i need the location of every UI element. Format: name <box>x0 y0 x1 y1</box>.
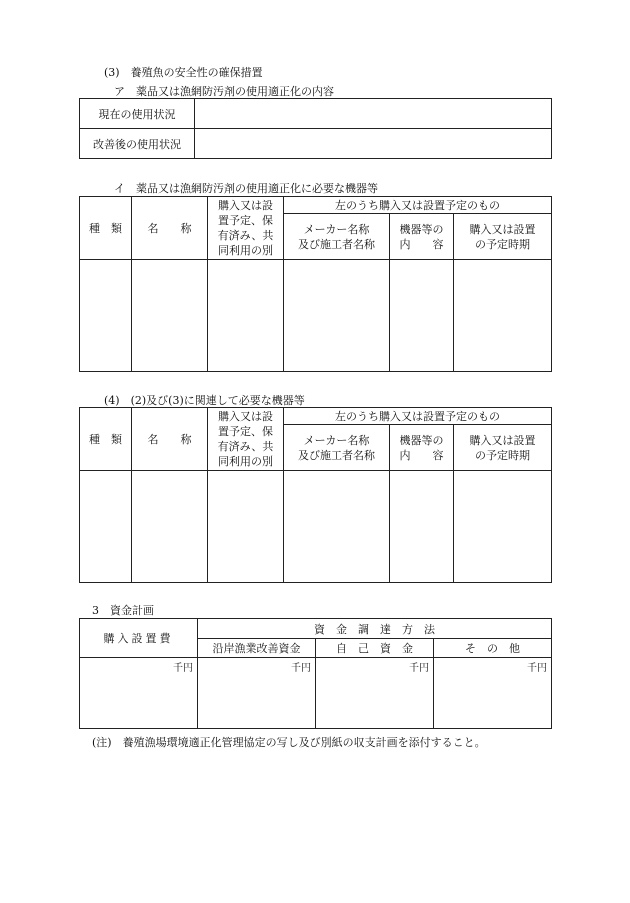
equipment-table-2 <box>79 407 552 583</box>
maker-cell[interactable] <box>284 260 390 372</box>
table-row <box>80 99 552 129</box>
table-row <box>80 129 552 159</box>
col-cost-header: 購入設置費 <box>80 619 198 658</box>
maker-cell[interactable] <box>284 471 390 583</box>
unit-label: 千円 <box>291 663 311 674</box>
timing-cell[interactable] <box>454 260 552 372</box>
col-group-header: 左のうち購入又は設置予定のもの <box>284 408 552 425</box>
note: (注) 養殖漁場環境適正化管理協定の写し及び別紙の収支計画を添付すること。 <box>92 736 486 749</box>
unit-label: 千円 <box>409 663 429 674</box>
current-usage-value[interactable] <box>195 99 552 129</box>
content-cell[interactable] <box>390 471 454 583</box>
col-timing-header: 購入又は設置 の予定時期 <box>454 425 552 471</box>
col-kind-header: 種 類 <box>80 408 132 471</box>
table-row <box>80 197 552 214</box>
improved-usage-value[interactable] <box>195 129 552 159</box>
equipment-table-1 <box>79 196 552 372</box>
col-name-header: 名 称 <box>132 408 208 471</box>
status-cell[interactable] <box>208 260 284 372</box>
col-content-header: 機器等の 内 容 <box>390 214 454 260</box>
unit-label: 千円 <box>527 663 548 674</box>
col-coastal-header: 沿岸漁業改善資金 <box>198 639 316 658</box>
content-cell[interactable] <box>390 260 454 372</box>
col-status-header: 購入又は設 置予定、保 有済み、共 同利用の別 <box>208 197 284 260</box>
section-4-heading: (4) (2)及び(3)に関連して必要な機器等 <box>104 394 305 407</box>
col-maker-header: メーカー名称 及び施工者名称 <box>284 425 390 471</box>
col-status-header: 購入又は設 置予定、保 有済み、共 同利用の別 <box>208 408 284 471</box>
table-row <box>80 658 552 729</box>
col-method-header: 資 金 調 達 方 法 <box>198 619 552 639</box>
kind-cell[interactable] <box>80 260 132 372</box>
other-cell[interactable] <box>434 658 552 729</box>
funding-plan-table <box>79 618 552 729</box>
status-cell[interactable] <box>208 471 284 583</box>
table-row <box>80 471 552 583</box>
col-maker-header: メーカー名称 及び施工者名称 <box>284 214 390 260</box>
cost-cell[interactable] <box>80 658 198 729</box>
coastal-cell[interactable] <box>198 658 316 729</box>
col-group-header: 左のうち購入又は設置予定のもの <box>284 197 552 214</box>
own-cell[interactable] <box>316 658 434 729</box>
col-timing-header: 購入又は設置 の予定時期 <box>454 214 552 260</box>
table-row <box>80 408 552 425</box>
name-cell[interactable] <box>132 260 208 372</box>
col-content-header: 機器等の 内 容 <box>390 425 454 471</box>
timing-cell[interactable] <box>454 471 552 583</box>
funding-plan-heading: 3 資金計画 <box>92 604 154 617</box>
col-name-header: 名 称 <box>132 197 208 260</box>
subsection-a-heading: ア 薬品又は漁網防汚剤の使用適正化の内容 <box>114 85 334 98</box>
col-own-header: 自 己 資 金 <box>316 639 434 658</box>
col-kind-header: 種 類 <box>80 197 132 260</box>
name-cell[interactable] <box>132 471 208 583</box>
section-3-heading: (3) 養殖魚の安全性の確保措置 <box>104 66 263 79</box>
kind-cell[interactable] <box>80 471 132 583</box>
table-row <box>80 619 552 639</box>
table-row <box>80 260 552 372</box>
improved-usage-label: 改善後の使用状況 <box>80 129 195 159</box>
unit-label: 千円 <box>173 663 193 674</box>
usage-status-table <box>79 98 552 159</box>
current-usage-label: 現在の使用状況 <box>80 99 195 129</box>
col-other-header: そ の 他 <box>434 639 552 658</box>
subsection-i-heading: イ 薬品又は漁網防汚剤の使用適正化に必要な機器等 <box>114 182 378 195</box>
